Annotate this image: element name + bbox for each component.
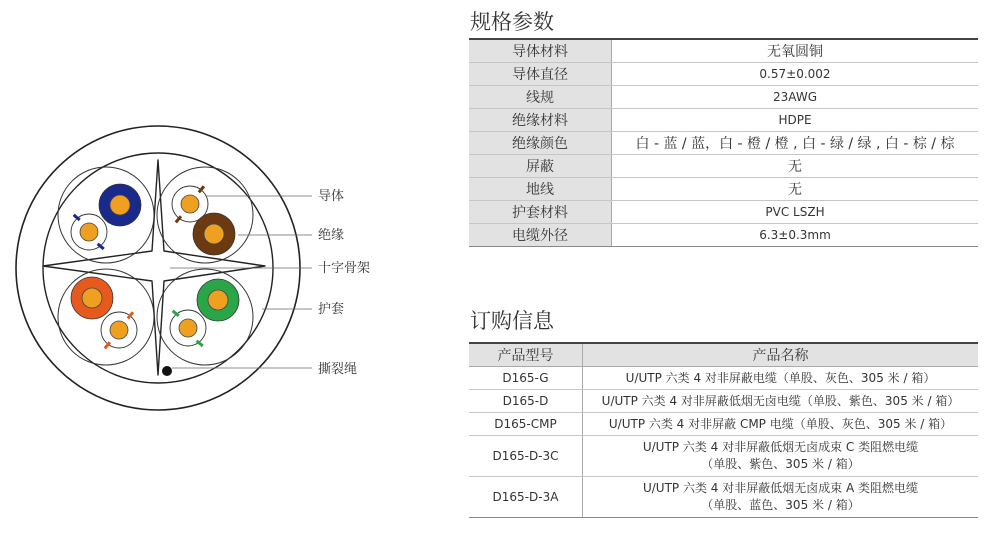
- spec-key: 屏蔽: [469, 155, 612, 178]
- spec-value: 白 - 蓝 / 蓝，白 - 橙 / 橙 , 白 - 绿 / 绿 , 白 - 棕 / 棕: [612, 132, 979, 155]
- spec-table: [469, 38, 978, 247]
- spec-row: [469, 224, 978, 247]
- wire-blue: [99, 184, 141, 226]
- cable-cross-section-diagram: [0, 0, 460, 550]
- spec-value: 无氧圆铜: [612, 39, 979, 63]
- product-name: [583, 477, 979, 518]
- spec-key: 线规: [469, 86, 612, 109]
- product-name-line1: U/UTP 六类 4 对非屏蔽低烟无卤成束 C 类阻燃电缆: [642, 440, 919, 454]
- order-table: [469, 342, 978, 518]
- spec-section-title: 规格参数: [470, 10, 554, 34]
- spec-row: [469, 109, 978, 132]
- label-ripcord: 撕裂绳: [318, 362, 358, 377]
- product-code: D165-D-3A: [469, 477, 583, 518]
- spec-value: 23AWG: [612, 86, 979, 109]
- spec-row: [469, 155, 978, 178]
- spec-row: [469, 178, 978, 201]
- order-row: [469, 390, 978, 413]
- product-name: [583, 413, 979, 436]
- product-name: [583, 390, 979, 413]
- spec-value: HDPE: [612, 109, 979, 132]
- spec-row: [469, 39, 978, 63]
- product-code: D165-G: [469, 367, 583, 390]
- spec-value: 无: [612, 178, 979, 201]
- product-code: D165-D-3C: [469, 436, 583, 477]
- order-row: [469, 413, 978, 436]
- product-name-line1: U/UTP 六类 4 对非屏蔽 CMP 电缆（单股、灰色、305 米 / 箱）: [608, 416, 953, 431]
- product-code: D165-D: [469, 390, 583, 413]
- spec-row: [469, 86, 978, 109]
- wire-green: [197, 279, 239, 321]
- spec-key: 绝缘颜色: [469, 132, 612, 155]
- product-name: [583, 436, 979, 477]
- product-name-line1: U/UTP 六类 4 对非屏蔽电缆（单股、灰色、305 米 / 箱）: [625, 370, 936, 385]
- product-name: [583, 367, 979, 390]
- product-name-line1: U/UTP 六类 4 对非屏蔽低烟无卤成束 A 类阻燃电缆: [642, 481, 919, 495]
- spec-value: PVC LSZH: [612, 201, 979, 224]
- order-table-header-row: [469, 343, 978, 367]
- order-row: [469, 477, 978, 518]
- spec-row: [469, 63, 978, 86]
- header-product-name: 产品名称: [583, 343, 979, 367]
- order-row: [469, 436, 978, 477]
- spec-key: 绝缘材料: [469, 109, 612, 132]
- wire-orange: [71, 277, 113, 319]
- spec-key: 电缆外径: [469, 224, 612, 247]
- spec-value: 0.57±0.002: [612, 63, 979, 86]
- label-conductor: 导体: [318, 189, 345, 204]
- order-row: [469, 367, 978, 390]
- spec-row: [469, 201, 978, 224]
- wire-white-blue: [71, 214, 107, 250]
- label-insulation: 绝缘: [318, 228, 345, 243]
- ripcord: [162, 366, 172, 376]
- header-product-code: 产品型号: [469, 343, 583, 367]
- spec-row: [469, 132, 978, 155]
- spec-key: 导体材料: [469, 39, 612, 63]
- label-jacket: 护套: [318, 302, 345, 317]
- product-name-line2: （单股、蓝色、305 米 / 箱）: [701, 498, 860, 512]
- label-cross-filler: 十字骨架: [318, 261, 371, 276]
- order-section-title: 订购信息: [470, 309, 554, 333]
- spec-key: 导体直径: [469, 63, 612, 86]
- spec-value: 6.3±0.3mm: [612, 224, 979, 247]
- product-name-line1: U/UTP 六类 4 对非屏蔽低烟无卤电缆（单股、紫色、305 米 / 箱）: [601, 393, 960, 408]
- product-code: D165-CMP: [469, 413, 583, 436]
- spec-value: 无: [612, 155, 979, 178]
- product-name-line2: （单股、紫色、305 米 / 箱）: [701, 457, 860, 471]
- wire-brown: [193, 213, 235, 255]
- spec-key: 地线: [469, 178, 612, 201]
- spec-key: 护套材料: [469, 201, 612, 224]
